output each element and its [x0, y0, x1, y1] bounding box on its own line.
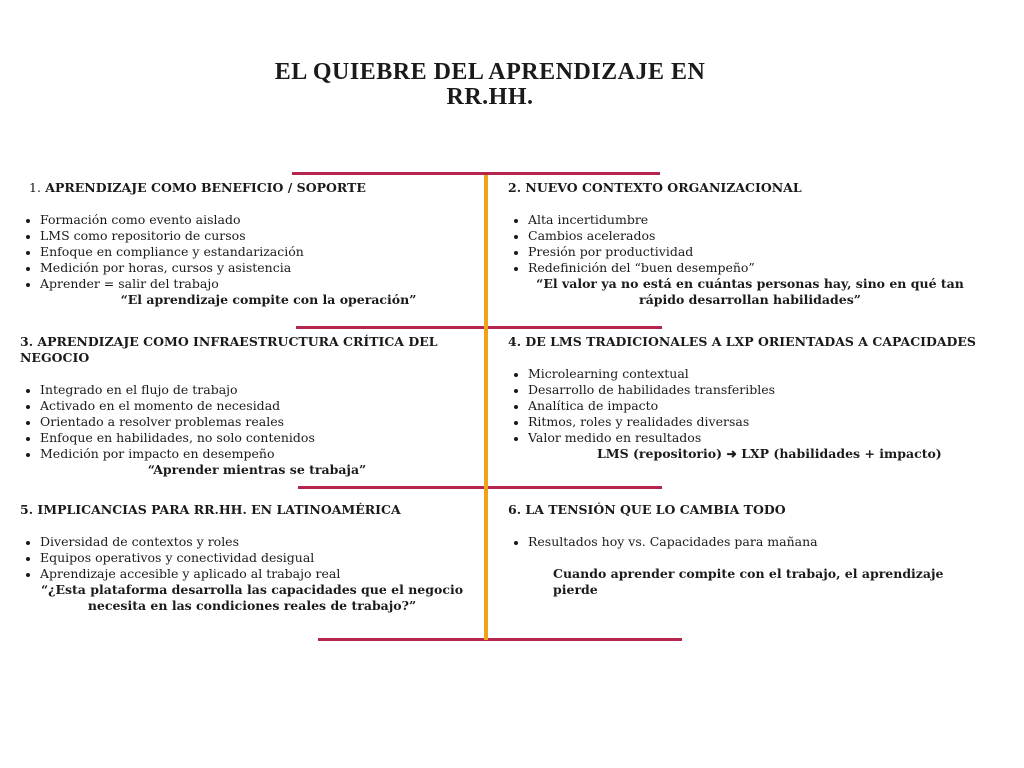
section-3-quote: “Aprender mientras se trabaja”	[147, 462, 367, 477]
list-item: Resultados hoy vs. Capacidades para mañana	[508, 534, 978, 550]
section-6-quote: Cuando aprender compite con el trabajo, el aprendizaje pierde	[553, 566, 944, 597]
page-title: EL QUIEBRE DEL APRENDIZAJE EN RR.HH.	[274, 59, 706, 110]
list-item: Presión por productividad	[508, 244, 978, 260]
section-5	[20, 502, 484, 614]
top-divider	[292, 172, 660, 175]
section-3-list	[20, 382, 460, 462]
section-3	[20, 334, 460, 478]
section-6-list	[508, 534, 978, 550]
section-6-heading: 6. LA TENSIÓN QUE LO CAMBIA TODO	[508, 502, 786, 517]
list-item: Enfoque en compliance y estandarización	[20, 244, 480, 260]
list-item: Redefinición del “buen desempeño”	[508, 260, 978, 276]
list-item: Orientado a resolver problemas reales	[20, 414, 460, 430]
section-3-heading: 3. APRENDIZAJE COMO INFRAESTRUCTURA CRÍTICA DEL NEGOCIO	[20, 334, 438, 365]
section-4-heading: 4. DE LMS TRADICIONALES A LXP ORIENTADAS A CAPACIDADES	[508, 334, 976, 349]
section-2-quote: “El valor ya no está en cuántas personas hay, sino en qué tan rápido desarrollan habilidades”	[536, 276, 964, 307]
section-1	[20, 180, 480, 308]
section-5-list	[20, 534, 484, 582]
list-item: Activado en el momento de necesidad	[20, 398, 460, 414]
list-item: Alta incertidumbre	[508, 212, 978, 228]
divider-row-2	[296, 326, 662, 329]
list-item: Desarrollo de habilidades transferibles	[508, 382, 1008, 398]
list-item: Enfoque en habilidades, no solo contenidos	[20, 430, 460, 446]
section-2	[508, 180, 978, 308]
section-5-quote: “¿Esta plataforma desarrolla las capacidades que el negocio necesita en las condiciones reales de trabajo?”	[40, 582, 464, 613]
list-item: LMS como repositorio de cursos	[20, 228, 480, 244]
section-1-heading	[20, 180, 480, 196]
section-1-quote: “El aprendizaje compite con la operación”	[120, 292, 417, 307]
list-item: Cambios acelerados	[508, 228, 978, 244]
section-4	[508, 334, 1008, 462]
bottom-divider	[318, 638, 682, 641]
section-1-number: 1.	[29, 180, 41, 195]
section-5-heading: 5. IMPLICANCIAS PARA RR.HH. EN LATINOAMÉRICA	[20, 502, 401, 517]
center-spine	[484, 175, 488, 640]
list-item: Integrado en el flujo de trabajo	[20, 382, 460, 398]
list-item: Ritmos, roles y realidades diversas	[508, 414, 1008, 430]
list-item: Medición por horas, cursos y asistencia	[20, 260, 480, 276]
list-item: Equipos operativos y conectividad desigual	[20, 550, 484, 566]
section-4-list	[508, 366, 1008, 446]
section-1-list	[20, 212, 480, 292]
section-2-heading: 2. NUEVO CONTEXTO ORGANIZACIONAL	[508, 180, 802, 195]
section-2-list	[508, 212, 978, 276]
divider-row-3	[298, 486, 662, 489]
list-item: Aprender = salir del trabajo	[20, 276, 480, 292]
list-item: Formación como evento aislado	[20, 212, 480, 228]
section-1-title: APRENDIZAJE COMO BENEFICIO / SOPORTE	[45, 180, 366, 195]
section-4-quote: LMS (repositorio) ➜ LXP (habilidades + impacto)	[597, 446, 942, 461]
list-item: Aprendizaje accesible y aplicado al trabajo real	[20, 566, 484, 582]
list-item: Analítica de impacto	[508, 398, 1008, 414]
section-6	[508, 502, 978, 598]
list-item: Microlearning contextual	[508, 366, 1008, 382]
list-item: Valor medido en resultados	[508, 430, 1008, 446]
list-item: Diversidad de contextos y roles	[20, 534, 484, 550]
list-item: Medición por impacto en desempeño	[20, 446, 460, 462]
